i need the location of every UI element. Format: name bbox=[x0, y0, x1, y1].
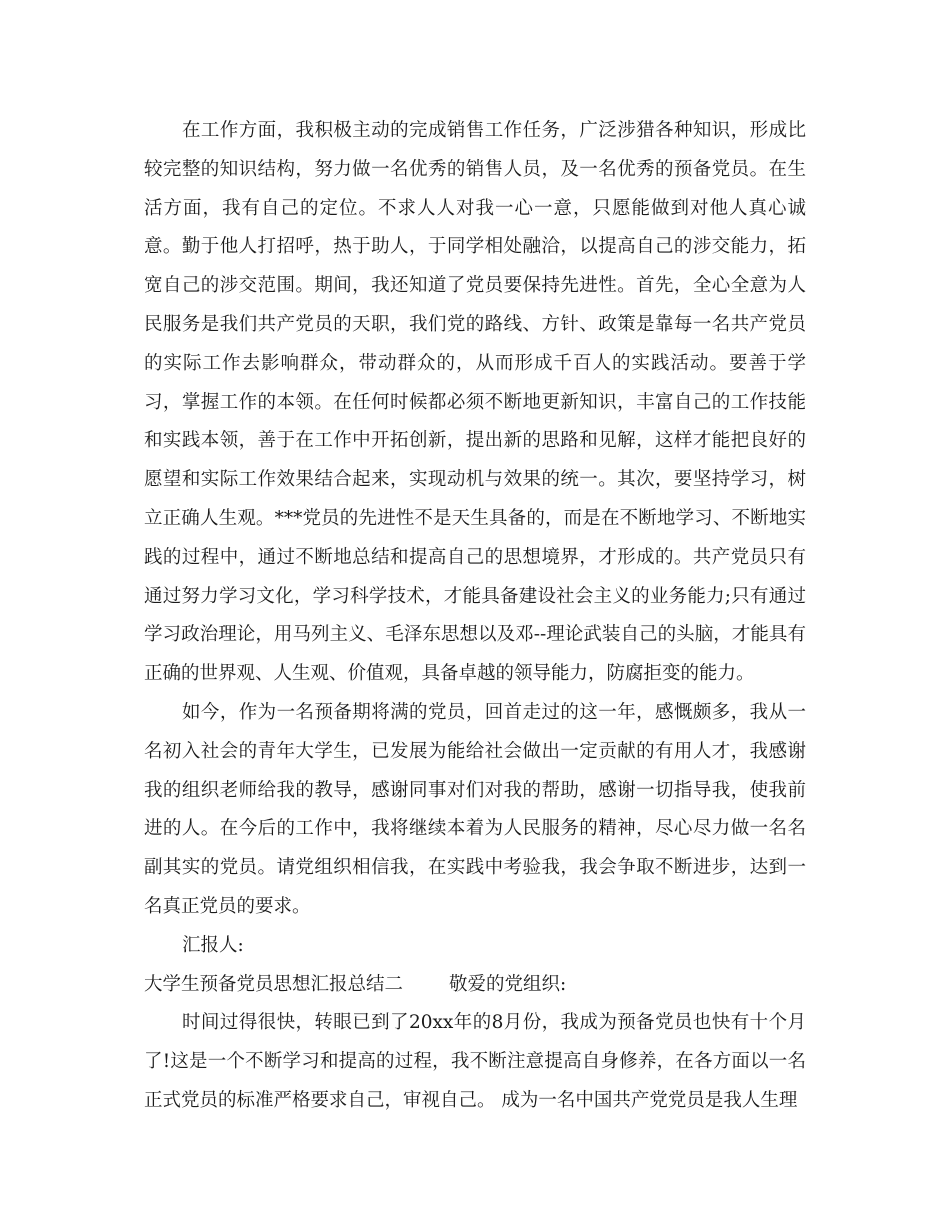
next-report-title: 大学生预备党员思想汇报总结二 bbox=[144, 973, 404, 995]
paragraph-reflection: 如今，作为一名预备期将满的党员，回首走过的这一年，感慨颇多，我从一名初入社会的青年大学生，已发展为能给社会做出一定贡献的有用人才，我感谢我的组织老师给我的教导，感谢同事对们对我的帮助，感谢一切指导我，使我前进的人。在今后的工作中，我将继续本着为人民服务的精神，尽心尽力做一名名副其实的党员。请党组织相信我，在实践中考验我，我会争取不断进步，达到一名真正党员的要求。 bbox=[144, 701, 806, 917]
paragraph-opening: 时间过得很快，转眼已到了20xx年的8月份，我成为预备党员也快有十个月了!这是一个不断学习和提高的过程，我不断注意提高自身修养，在各方面以一名正式党员的标准严格要求自己，审视自己。 成为一名中国共产党党员是我人生理 bbox=[144, 1012, 806, 1111]
section-heading-line bbox=[144, 966, 806, 1005]
paragraph-work-and-life: 在工作方面，我积极主动的完成销售工作任务，广泛涉猎各种知识，形成比较完整的知识结构，努力做一名优秀的销售人员，及一名优秀的预备党员。在生活方面，我有自己的定位。不求人人对我一心一意，只愿能做到对他人真心诚意。勤于他人打招呼，热于助人，于同学相处融洽，以提高自己的涉交能力，拓宽自己的涉交范围。期间，我还知道了党员要保持先进性。首先，全心全意为人民服务是我们共产党员的天职，我们党的路线、方针、政策是靠每一名共产党员的实际工作去影响群众，带动群众的，从而形成千百人的实践活动。要善于学习，掌握工作的本领。在任何时候都必须不断地更新知识，丰富自己的工作技能和实践本领，善于在工作中开拓创新，提出新的思路和见解，这样才能把良好的愿望和实际工作效果结合起来，实现动机与效果的统一。其次，要坚持学习，树立正确人生观。***党员的先进性不是天生具备的，而是在不断地学习、不断地实践的过程中，通过不断地总结和提高自己的思想境界，才形成的。共产党员只有通过努力学习文化，学习科学技术，才能具备建设社会主义的业务能力;只有通过学习政治理论，用马列主义、毛泽东思想以及邓--理论武装自己的头脑，才能具有正确的世界观、人生观、价值观，具备卓越的领导能力，防腐拒变的能力。 bbox=[144, 120, 806, 685]
salutation: 敬爱的党组织: bbox=[449, 973, 567, 995]
reporter-label: 汇报人: bbox=[182, 934, 244, 956]
document-body bbox=[144, 112, 806, 1121]
